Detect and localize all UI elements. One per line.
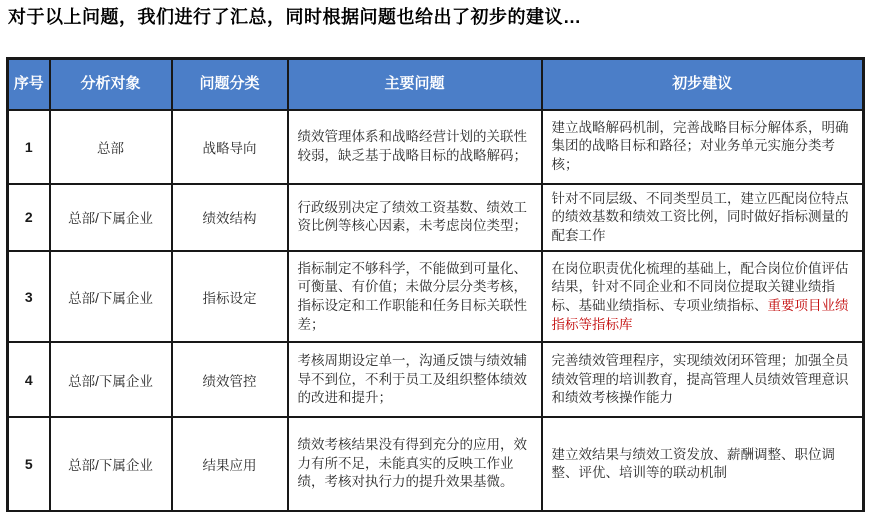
cell-category: 结果应用 — [172, 417, 288, 511]
cell-category: 战略导向 — [172, 110, 288, 184]
cell-category: 绩效管控 — [172, 342, 288, 417]
table-row — [8, 251, 864, 342]
header-no-label: 序号 — [13, 74, 44, 92]
header-no — [8, 59, 50, 110]
suggestion-text: 建立效结果与绩效工资发放、薪酬调整、职位调整、评优、培训等的联动机制 — [551, 446, 835, 481]
summary-table — [6, 57, 865, 512]
cell-problem: 行政级别决定了绩效工资基数、绩效工资比例等核心因素，未考虑岗位类型； — [288, 184, 542, 252]
table-row — [8, 110, 864, 184]
header-suggestion-label: 初步建议 — [672, 74, 733, 92]
header-problem — [288, 59, 542, 110]
cell-no: 1 — [8, 110, 50, 184]
cell-suggestion — [542, 342, 864, 417]
header-suggestion — [542, 59, 864, 110]
cell-problem: 指标制定不够科学，不能做到可量化、可衡量、有价值；未做分层分类考核，指标设定和工作职能和任务目标关联性差； — [288, 251, 542, 342]
header-object-label: 分析对象 — [80, 74, 141, 92]
cell-suggestion — [542, 417, 864, 511]
cell-suggestion — [542, 184, 864, 252]
page-title: 对于以上问题，我们进行了汇总，同时根据问题也给出了初步的建议… — [8, 7, 582, 27]
cell-object: 总部/下属企业 — [50, 417, 172, 511]
header-category-label: 问题分类 — [199, 74, 260, 92]
cell-object: 总部/下属企业 — [50, 251, 172, 342]
table-header-row — [8, 59, 864, 110]
header-category — [172, 59, 288, 110]
cell-suggestion — [542, 251, 864, 342]
suggestion-text: 建立战略解码机制，完善战略目标分解体系，明确集团的战略目标和路径；对业务单元实施分类考核； — [551, 119, 849, 172]
cell-category: 指标设定 — [172, 251, 288, 342]
cell-problem: 考核周期设定单一，沟通反馈与绩效辅导不到位，不利于员工及组织整体绩效的改进和提升； — [288, 342, 542, 417]
cell-no: 5 — [8, 417, 50, 511]
table-row — [8, 342, 864, 417]
suggestion-text: 在岗位职责优化梳理的基础上，配合岗位价值评估结果，针对不同企业和不同岗位提取关键业绩指标、基础业绩指标、专项业绩指标、 — [551, 260, 849, 313]
cell-object: 总部/下属企业 — [50, 184, 172, 252]
suggestion-highlight-text: 重要项目业绩指标等指标库 — [551, 297, 849, 332]
cell-problem: 绩效管理体系和战略经营计划的关联性较弱，缺乏基于战略目标的战略解码； — [288, 110, 542, 184]
cell-suggestion — [542, 110, 864, 184]
cell-object: 总部 — [50, 110, 172, 184]
cell-problem: 绩效考核结果没有得到充分的应用，效力有所不足，未能真实的反映工作业绩，考核对执行力的提升效果基微。 — [288, 417, 542, 511]
cell-no: 3 — [8, 251, 50, 342]
suggestion-text: 完善绩效管理程序，实现绩效闭环管理；加强全员绩效管理的培训教育，提高管理人员绩效管理意识和绩效考核操作能力 — [551, 352, 849, 406]
table-row — [8, 417, 864, 511]
suggestion-text: 针对不同层级、不同类型员工，建立匹配岗位特点的绩效基数和绩效工资比例，同时做好指标测量的配套工作 — [551, 190, 849, 243]
cell-object: 总部/下属企业 — [50, 342, 172, 417]
table-row — [8, 184, 864, 252]
cell-no: 4 — [8, 342, 50, 417]
cell-no: 2 — [8, 184, 50, 252]
header-problem-label: 主要问题 — [384, 74, 445, 92]
cell-category: 绩效结构 — [172, 184, 288, 252]
header-object — [50, 59, 172, 110]
